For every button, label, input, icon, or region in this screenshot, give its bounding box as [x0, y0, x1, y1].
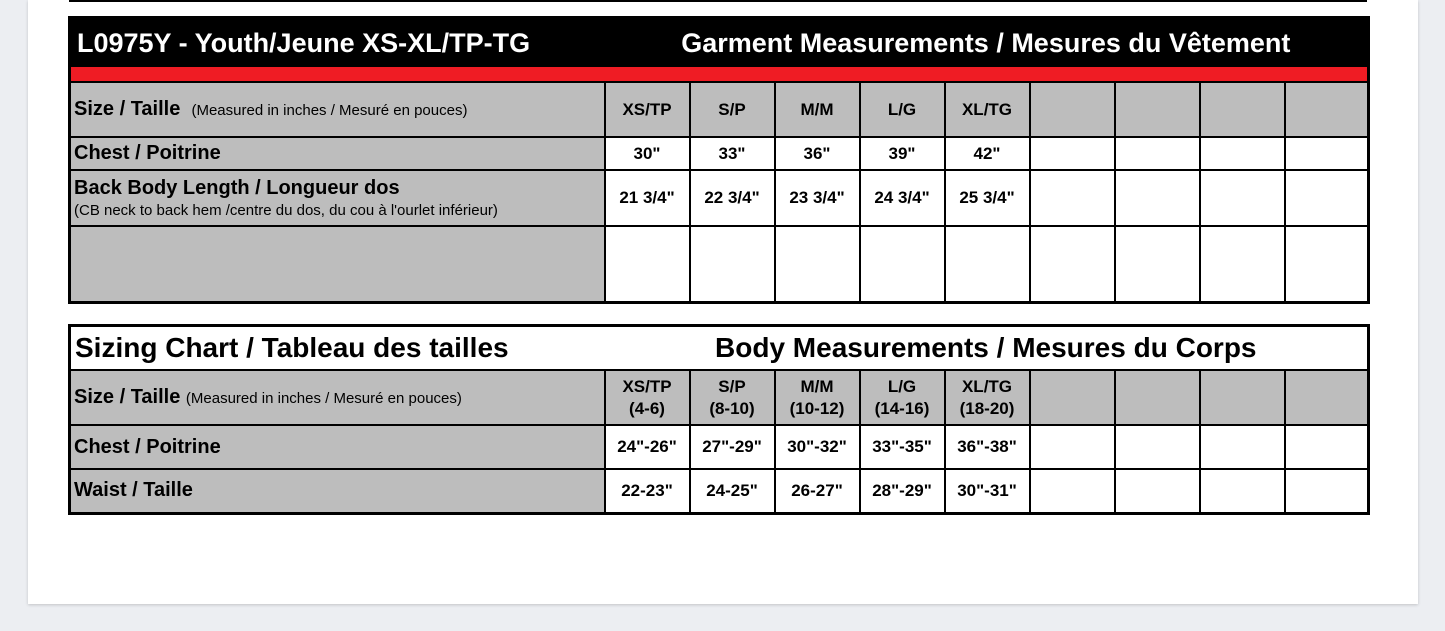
garment-chest-row	[70, 137, 1369, 170]
body-chest-label: Chest / Poitrine	[70, 425, 605, 469]
body-chest-cell: 30"-32"	[775, 425, 860, 469]
garment-size-cell: XL/TG	[945, 82, 1030, 137]
garment-title: L0975Y - Youth/Jeune XS-XL/TP-TG	[70, 18, 605, 68]
garment-size-note: (Measured in inches / Mesuré en pouces)	[191, 102, 468, 119]
body-chest-cell: 24"-26"	[605, 425, 690, 469]
body-chest-cell	[1285, 425, 1369, 469]
garment-size-row	[70, 82, 1369, 137]
body-size-cell: L/G (14-16)	[860, 370, 945, 425]
body-size-cell: S/P (8-10)	[690, 370, 775, 425]
body-size-cell	[1115, 370, 1200, 425]
body-waist-cell: 30"-31"	[945, 469, 1030, 513]
garment-length-cell: 22 3/4"	[690, 170, 775, 226]
garment-length-note: (CB neck to back hem /centre du dos, du cou à l'ourlet inférieur)	[74, 202, 498, 219]
body-chest-row	[70, 425, 1369, 469]
empty-cell	[1285, 226, 1369, 302]
garment-length-cell: 25 3/4"	[945, 170, 1030, 226]
body-waist-cell: 24-25"	[690, 469, 775, 513]
garment-chest-label: Chest / Poitrine	[70, 137, 605, 170]
garment-size-cell	[1285, 82, 1369, 137]
empty-cell	[1030, 226, 1115, 302]
garment-size-cell: XS/TP	[605, 82, 690, 137]
body-size-cell	[1200, 370, 1285, 425]
body-chest-cell: 33"-35"	[860, 425, 945, 469]
garment-length-cell	[1200, 170, 1285, 226]
body-size-cell: M/M (10-12)	[775, 370, 860, 425]
empty-cell	[945, 226, 1030, 302]
body-waist-cell: 28"-29"	[860, 469, 945, 513]
body-chest-cell: 27"-29"	[690, 425, 775, 469]
body-chest-cell	[1030, 425, 1115, 469]
body-waist-cell: 22-23"	[605, 469, 690, 513]
body-subtitle: Body Measurements / Mesures du Corps	[605, 326, 1369, 371]
body-size-row	[70, 370, 1369, 425]
garment-chest-cell: 33"	[690, 137, 775, 170]
garment-length-cell	[1030, 170, 1115, 226]
body-title: Sizing Chart / Tableau des tailles	[70, 326, 605, 371]
garment-length-cell	[1115, 170, 1200, 226]
garment-length-cell	[1285, 170, 1369, 226]
body-waist-row	[70, 469, 1369, 513]
garment-length-cell: 21 3/4"	[605, 170, 690, 226]
top-rule	[69, 0, 1367, 2]
body-waist-cell: 26-27"	[775, 469, 860, 513]
garment-chest-cell	[1200, 137, 1285, 170]
body-chest-cell: 36"-38"	[945, 425, 1030, 469]
body-waist-label: Waist / Taille	[70, 469, 605, 513]
body-size-note: (Measured in inches / Mesuré en pouces)	[185, 390, 462, 407]
garment-length-cell: 23 3/4"	[775, 170, 860, 226]
body-size-cell	[1285, 370, 1369, 425]
garment-chest-cell	[1285, 137, 1369, 170]
garment-size-label: Size / Taille (Measured in inches / Mesuré en pouces)	[70, 82, 605, 137]
garment-chest-cell: 42"	[945, 137, 1030, 170]
garment-chest-cell: 39"	[860, 137, 945, 170]
garment-size-cell: M/M	[775, 82, 860, 137]
garment-size-cell	[1030, 82, 1115, 137]
empty-cell	[1115, 226, 1200, 302]
garment-size-cell	[1115, 82, 1200, 137]
body-waist-cell	[1030, 469, 1115, 513]
red-accent-bar	[70, 67, 1369, 82]
empty-label-cell	[70, 226, 605, 302]
body-size-label: Size / Taille (Measured in inches / Mesuré en pouces)	[70, 370, 605, 425]
garment-size-cell	[1200, 82, 1285, 137]
body-size-cell: XS/TP (4-6)	[605, 370, 690, 425]
garment-length-cell: 24 3/4"	[860, 170, 945, 226]
garment-header-row	[70, 18, 1369, 68]
body-header-row	[70, 326, 1369, 371]
body-chest-cell	[1200, 425, 1285, 469]
body-size-cell: XL/TG (18-20)	[945, 370, 1030, 425]
garment-length-label: Back Body Length / Longueur dos (CB neck to back hem /centre du dos, du cou à l'ourlet inférieur)	[70, 170, 605, 226]
body-size-cell	[1030, 370, 1115, 425]
garment-chest-cell: 36"	[775, 137, 860, 170]
empty-cell	[860, 226, 945, 302]
body-waist-cell	[1200, 469, 1285, 513]
empty-cell	[1200, 226, 1285, 302]
garment-chest-cell: 30"	[605, 137, 690, 170]
body-chest-cell	[1115, 425, 1200, 469]
garment-measurements-table	[68, 16, 1370, 304]
body-waist-cell	[1285, 469, 1369, 513]
garment-size-cell: S/P	[690, 82, 775, 137]
body-waist-cell	[1115, 469, 1200, 513]
garment-empty-row	[70, 226, 1369, 302]
empty-cell	[605, 226, 690, 302]
garment-subtitle: Garment Measurements / Mesures du Vêtement	[605, 18, 1369, 68]
body-measurements-table	[68, 324, 1370, 515]
empty-cell	[775, 226, 860, 302]
garment-chest-cell	[1115, 137, 1200, 170]
garment-length-row	[70, 170, 1369, 226]
garment-size-cell: L/G	[860, 82, 945, 137]
empty-cell	[690, 226, 775, 302]
garment-chest-cell	[1030, 137, 1115, 170]
